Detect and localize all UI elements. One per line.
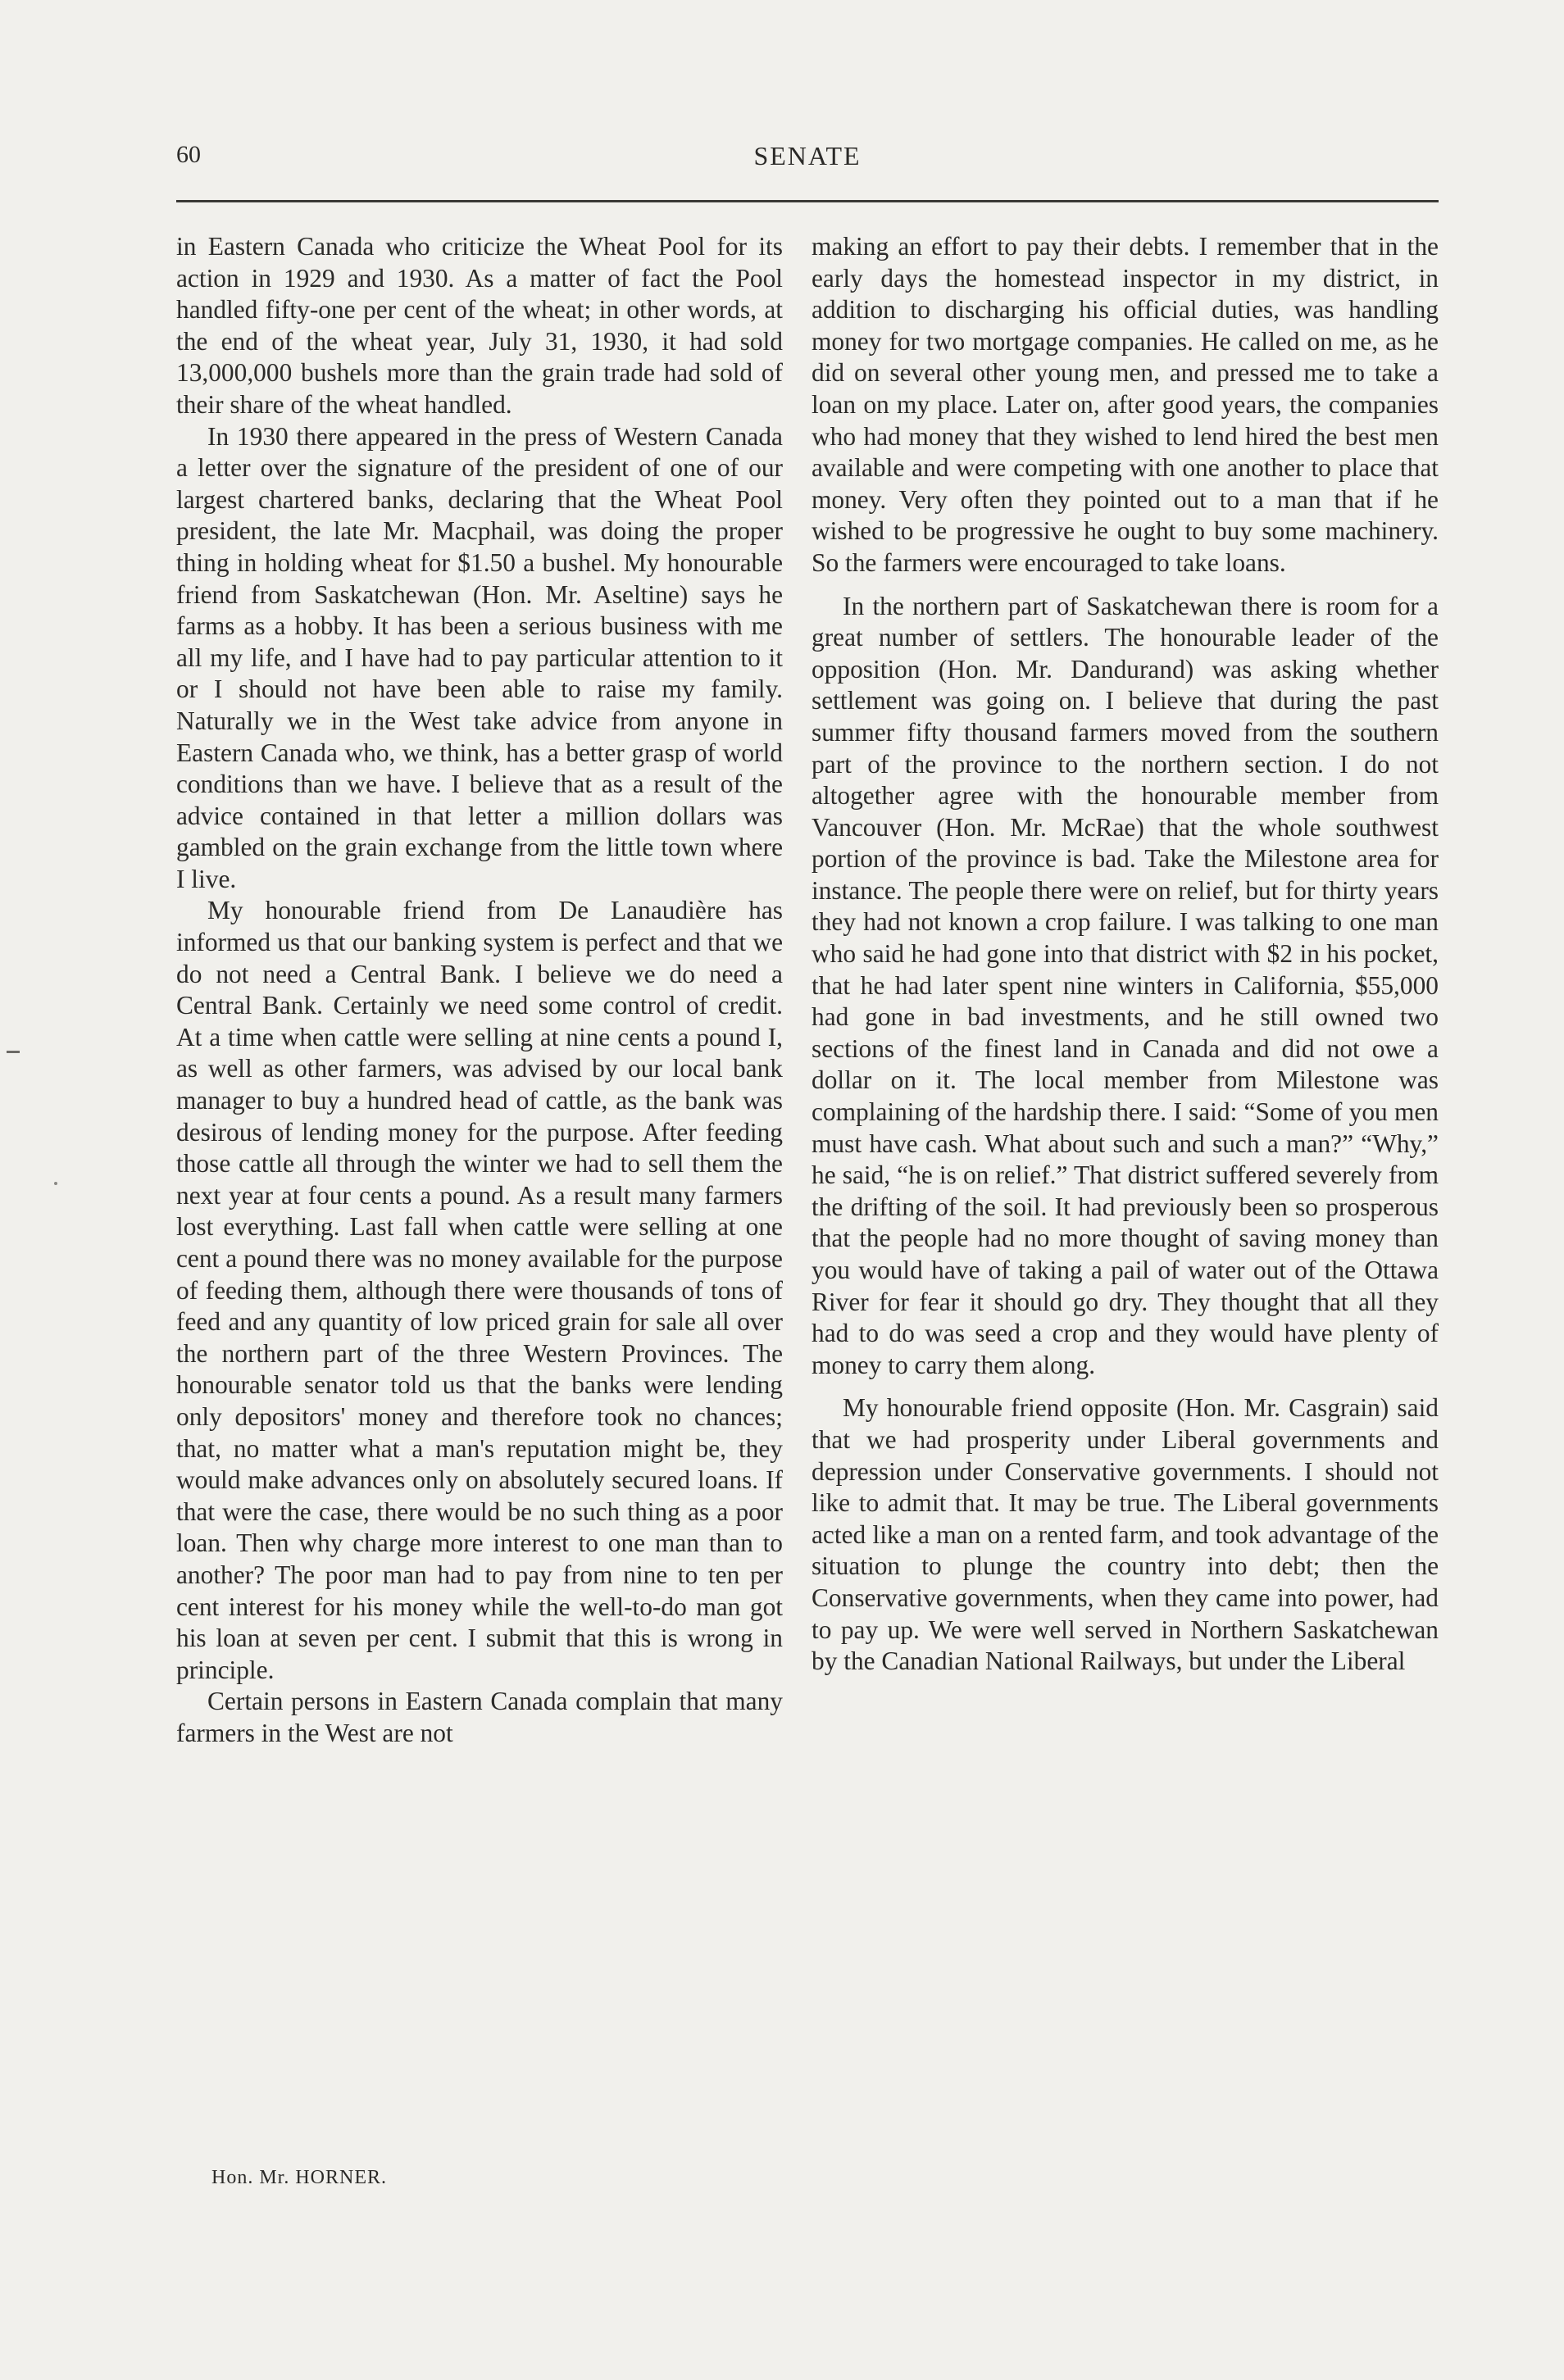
left-paragraph-3: My honourable friend from De Lanaudière has informed us that our banking system is perfect and that we do not need a Central Bank. I believe we do need a Central Bank. Certainly we need some control of credit. At a time when cattle were selling at nine cents a pound I, as well as other farmers, was advised by our local bank manager to buy a hundred head of cattle, as the bank was desirous of lending money for the purpose. After feeding those cattle all through the winter we had to sell them the next year at four cents a pound. As a result many farmers lost everything. Last fall when cattle were selling at one cent a pound there was no money available for the purpose of feeding them, although there were thousands of tons of feed and any quantity of low priced grain for sale all over the northern part of the three Western Provinces. The honourable senator told us that the banks were lending only depositors' money and therefore took no chances; that, no matter what a man's reputation might be, they would make advances only on absolutely secured loans. If that were the case, there would be no such thing as a poor loan. Then why charge more interest to one man than to another? The poor man had to pay from nine to ten per cent interest for his money while the well-to-do man got his loan at seven per cent. I submit that this is wrong in principle. — [176, 896, 783, 1684]
page-header — [176, 141, 1439, 182]
running-head: SENATE — [753, 141, 862, 170]
footer-speaker: Hon. Mr. HORNER. — [211, 2167, 388, 2188]
left-paragraph-1: in Eastern Canada who criticize the Wheat Pool for its action in 1929 and 1930. As a matter of fact the Pool handled fifty-one per cent of the wheat; in other words, at the end of the wheat year, July 31, 1930, it had sold 13,000,000 bushels more than the grain trade had sold of their share of the wheat handled. — [176, 232, 783, 419]
margin-mark — [7, 1051, 20, 1053]
page-number: 60 — [176, 141, 201, 168]
header-rule — [176, 200, 1439, 202]
margin-dot — [54, 1182, 57, 1185]
left-column — [176, 231, 783, 1750]
left-paragraph-4: Certain persons in Eastern Canada complain that many farmers in the West are not — [176, 1687, 783, 1747]
right-paragraph-2: In the northern part of Saskatchewan there is room for a great number of settlers. The honourable leader of the opposition (Hon. Mr. Dandurand) was asking whether settlement was going on. I believe that during the past summer fifty thousand farmers moved from the southern part of the province to the northern section. I do not altogether agree with the honourable member from Vancouver (Hon. Mr. McRae) that the whole southwest portion of the province is bad. Take the Milestone area for instance. The people there were on relief, but for thirty years they had not known a crop failure. I was talking to one man who said he had gone into that district with $2 in his pocket, that he had later spent nine winters in California, $55,000 had gone in bad investments, and he still owned two sections of the finest land in Canada and did not owe a dollar on it. The local member from Milestone was complaining of the hardship there. I said: “Some of you men must have cash. What about such and such a man?” “Why,” he said, “he is on relief.” That district suffered severely from the drifting of the soil. It had previously been so prosperous that the people had no more thought of saving money than you would have of taking a pail of water out of the Ottawa River for fear it should go dry. They thought that all they had to do was seed a crop and they would have plenty of money to carry them along. — [812, 591, 1439, 1379]
left-paragraph-2: In 1930 there appeared in the press of Western Canada a letter over the signature of the president of one of our largest chartered banks, declaring that the Wheat Pool president, the late Mr. Macphail, was doing the proper thing in holding wheat for $1.50 a bushel. My honourable friend from Saskatchewan (Hon. Mr. Aseltine) says he farms as a hobby. It has been a serious business with me all my life, and I have had to pay particular attention to it or I should not have been able to raise my family. Naturally we in the West take advice from anyone in Eastern Canada who, we think, has a better grasp of world conditions than we have. I believe that as a result of the advice contained in that letter a million dollars was gambled on the grain exchange from the little town where I live. — [176, 421, 783, 893]
right-column — [812, 231, 1439, 1678]
right-paragraph-3: My honourable friend opposite (Hon. Mr. Casgrain) said that we had prosperity under Liberal governments and depression under Conservative governments. I should not like to admit that. It may be true. The Liberal governments acted like a man on a rented farm, and took advantage of the situation to plunge the country into debt; then the Conservative governments, when they came into power, had to pay up. We were well served in Northern Saskatchewan by the Canadian National Railways, but under the Liberal — [812, 1393, 1439, 1676]
right-paragraph-1: making an effort to pay their debts. I remember that in the early days the homestead inspector in my district, in addition to discharging his official duties, was handling money for two mortgage companies. He called on me, as he did on several other young men, and pressed me to take a loan on my place. Later on, after good years, the companies who had money that they wished to lend hired the best men available and were competing with one another to place that money. Very often they pointed out to a man that if he wished to be progressive he ought to buy some machinery. So the farmers were encouraged to take loans. — [812, 232, 1439, 577]
